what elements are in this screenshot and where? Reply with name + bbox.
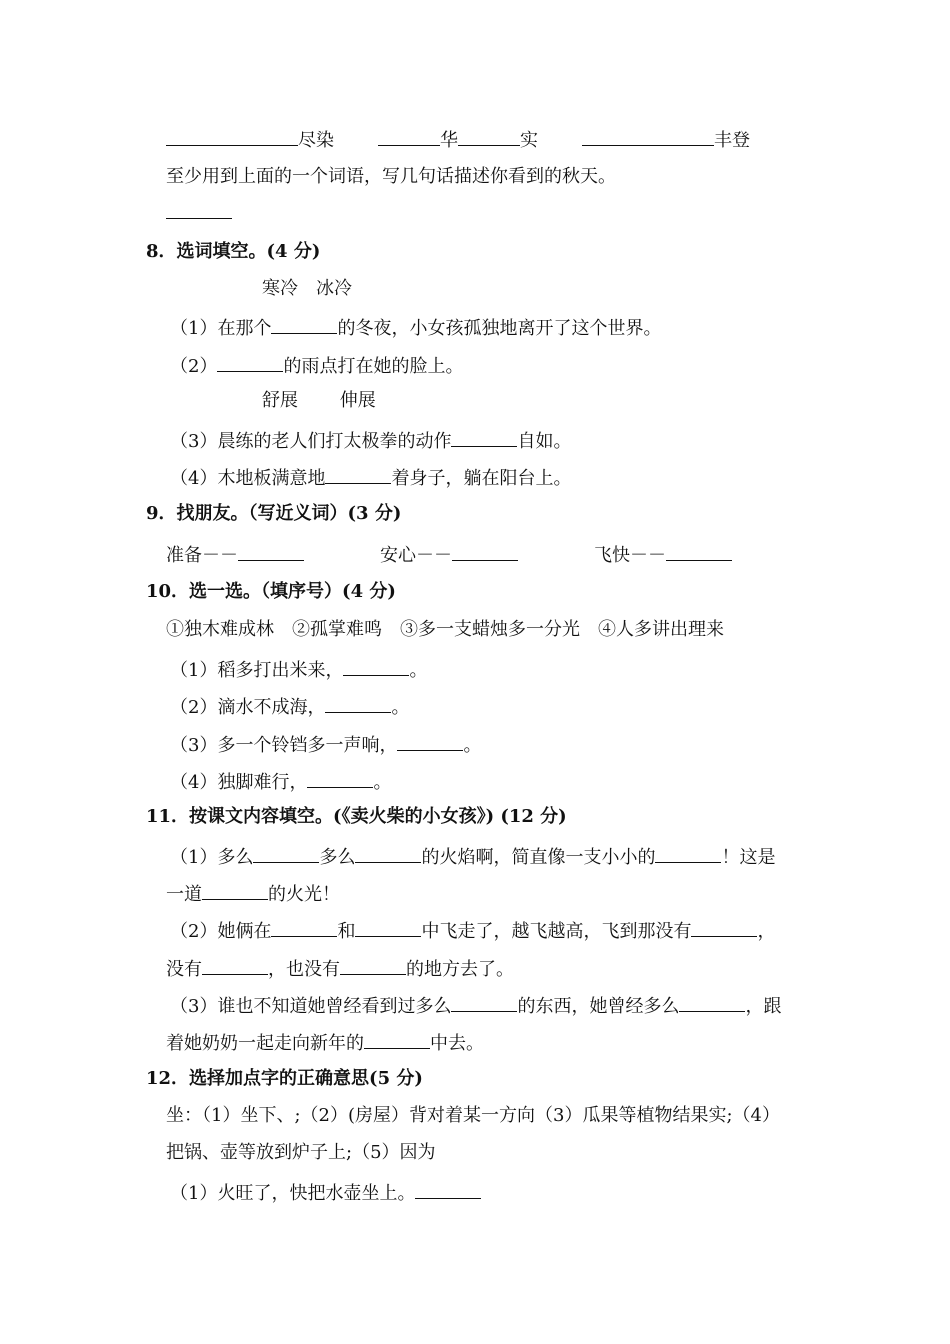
q8-item-3: （3）晨练的老人们打太极拳的动作 自如。: [170, 428, 571, 453]
q8-item-4: （4）木地板满意地 着身子，躺在阳台上。: [170, 465, 571, 490]
q9-pair-2: 安心－－: [380, 542, 518, 567]
q9-title: 9．找朋友。（写近义词）(3 分): [146, 503, 402, 524]
q8-item-2: （2） 的雨点打在她的脸上。: [170, 353, 463, 378]
answer-blank[interactable]: [202, 956, 268, 975]
idiom-2-suffix: 实: [520, 130, 538, 151]
answer-blank[interactable]: [166, 127, 298, 146]
q7-idiom-row: [166, 127, 750, 152]
answer-blank[interactable]: [691, 918, 757, 937]
answer-blank[interactable]: [452, 542, 518, 561]
answer-blank[interactable]: [458, 127, 520, 146]
answer-blank[interactable]: [238, 542, 304, 561]
answer-blank[interactable]: [202, 881, 268, 900]
idiom-2-mid: 华: [440, 130, 458, 151]
q10-item-2: （2）滴水不成海， 。: [170, 694, 409, 719]
answer-blank[interactable]: [397, 732, 463, 751]
q10-item-4: （4）独脚难行， 。: [170, 769, 391, 794]
q12-definitions-1: 坐：（1）坐下、;（2）(房屋）背对着某一方向（3）瓜果等植物结果实;（4）: [166, 1105, 780, 1126]
q11-line-2: 一道 的火光！: [166, 881, 340, 906]
q9-pair-3: 飞快－－: [594, 542, 732, 567]
answer-blank[interactable]: [679, 993, 745, 1012]
answer-blank[interactable]: [355, 918, 421, 937]
q11-line-1: （1）多么 多么 的火焰啊，简直像一支小小的 ！这是: [170, 844, 775, 869]
answer-blank[interactable]: [355, 844, 421, 863]
answer-blank[interactable]: [271, 315, 337, 334]
answer-blank[interactable]: [340, 956, 406, 975]
q11-line-6: 着她奶奶一起走向新年的 中去。: [166, 1030, 484, 1055]
q10-item-1: （1）稻多打出米来， 。: [170, 657, 427, 682]
q7-writing-line[interactable]: [166, 200, 232, 225]
answer-blank[interactable]: [325, 694, 391, 713]
answer-blank[interactable]: [666, 542, 732, 561]
answer-blank[interactable]: [364, 1030, 430, 1049]
answer-blank[interactable]: [451, 428, 517, 447]
q11-line-5: （3）谁也不知道她曾经看到过多么 的东西，她曾经多么 ，跟: [170, 993, 781, 1018]
q8-item-1: （1）在那个 的冬夜，小女孩孤独地离开了这个世界。: [170, 315, 661, 340]
q12-definitions-2: 把锅、壶等放到炉子上;（5）因为: [166, 1142, 436, 1163]
idiom-3-suffix: 丰登: [714, 130, 750, 151]
q11-line-3: （2）她俩在 和 中飞走了，越飞越高，飞到那没有 ，: [170, 918, 775, 943]
answer-blank[interactable]: [415, 1180, 481, 1199]
idiom-1-suffix: 尽染: [298, 130, 334, 151]
q7-instruction: 至少用到上面的一个词语，写几句话描述你看到的秋天。: [166, 166, 616, 187]
q11-title: 11．按课文内容填空。(《卖火柴的小女孩》) (12 分): [146, 806, 567, 827]
answer-blank[interactable]: [451, 993, 517, 1012]
q10-options: ①独木难成林 ②孤掌难鸣 ③多一支蜡烛多一分光 ④人多讲出理来: [166, 619, 724, 640]
answer-blank[interactable]: [325, 465, 391, 484]
q11-line-4: 没有 ，也没有 的地方去了。: [166, 956, 514, 981]
answer-blank[interactable]: [253, 844, 319, 863]
q8-title: 8．选词填空。(4 分): [146, 241, 321, 262]
q10-title: 10．选一选。（填序号）(4 分): [146, 581, 396, 602]
answer-blank[interactable]: [343, 657, 409, 676]
q8-options-2: 舒展 伸展: [262, 390, 376, 411]
q10-item-3: （3）多一个铃铛多一声响， 。: [170, 732, 481, 757]
q12-item-1: （1）火旺了，快把水壶坐上。: [170, 1180, 481, 1205]
q12-title: 12．选择加点字的正确意思(5 分): [146, 1068, 423, 1089]
q8-options-1: 寒冷 冰冷: [262, 278, 352, 299]
answer-blank[interactable]: [271, 918, 337, 937]
answer-blank[interactable]: [217, 353, 283, 372]
q9-pair-1: 准备－－: [166, 542, 304, 567]
answer-blank[interactable]: [582, 127, 714, 146]
answer-blank[interactable]: [307, 769, 373, 788]
answer-blank[interactable]: [378, 127, 440, 146]
answer-blank[interactable]: [655, 844, 721, 863]
